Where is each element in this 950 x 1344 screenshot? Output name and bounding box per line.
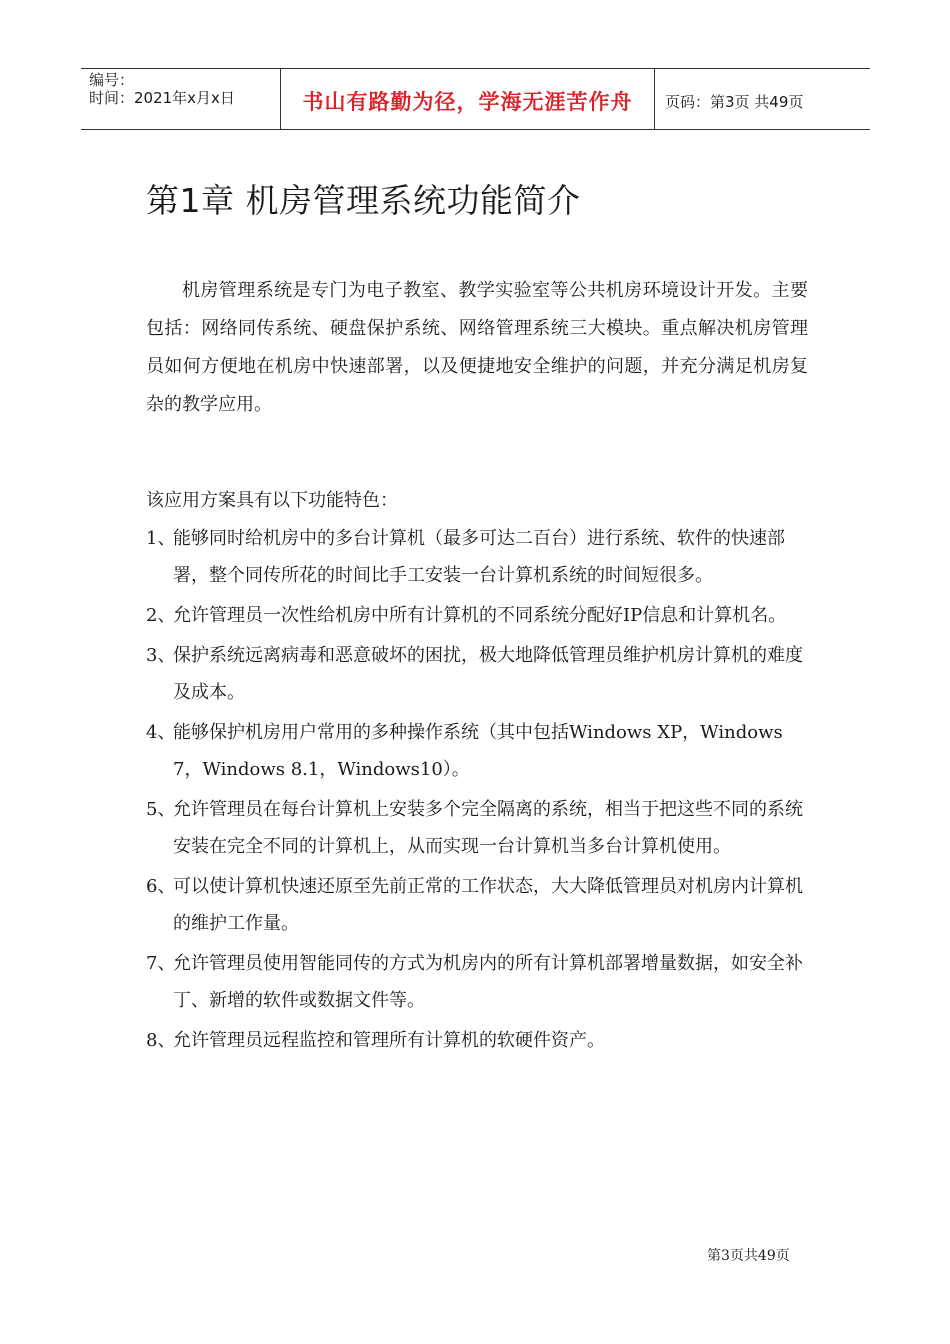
feature-item <box>146 868 810 942</box>
feature-number: 6、 <box>146 876 176 897</box>
feature-item <box>146 945 810 1019</box>
header-page-code: 页码：第3页 共49页 <box>665 92 804 111</box>
feature-text: 允许管理员一次性给机房中所有计算机的不同系统分配好IP信息和计算机名。 <box>173 605 787 626</box>
feature-text: 允许管理员使用智能同传的方式为机房内的所有计算机部署增量数据，如安全补丁、新增的软件或数据文件等。 <box>173 953 803 1011</box>
feature-text: 允许管理员远程监控和管理所有计算机的软硬件资产。 <box>173 1030 605 1051</box>
features-heading: 该应用方案具有以下功能特色： <box>146 490 398 511</box>
document-date: 时间：2021年x月x日 <box>89 89 235 107</box>
feature-text: 可以使计算机快速还原至先前正常的工作状态，大大降低管理员对机房内计算机的维护工作量。 <box>173 876 803 934</box>
feature-text: 允许管理员在每台计算机上安装多个完全隔离的系统，相当于把这些不同的系统安装在完全不同的计算机上，从而实现一台计算机当多台计算机使用。 <box>173 799 803 857</box>
feature-text: 保护系统远离病毒和恶意破坏的困扰，极大地降低管理员维护机房计算机的难度及成本。 <box>173 645 803 703</box>
feature-number: 5、 <box>146 799 176 820</box>
feature-number: 8、 <box>146 1030 176 1051</box>
feature-item <box>146 714 810 788</box>
feature-number: 2、 <box>146 605 176 626</box>
feature-number: 4、 <box>146 722 176 743</box>
feature-text: 能够同时给机房中的多台计算机（最多可达二百台）进行系统、软件的快速部署，整个同传所花的时间比手工安装一台计算机系统的时间短很多。 <box>173 528 785 586</box>
feature-number: 3、 <box>146 645 176 666</box>
feature-item <box>146 791 810 865</box>
intro-paragraph: 机房管理系统是专门为电子教室、教学实验室等公共机房环境设计开发。主要包括：网络同传系统、硬盘保护系统、网络管理系统三大模块。重点解决机房管理员如何方便地在机房中快速部署，以及便捷地安全维护的问题，并充分满足机房复杂的教学应用。 <box>146 280 808 415</box>
document-number-label: 编号： <box>89 71 135 89</box>
feature-number: 1、 <box>146 528 176 549</box>
header-motto: 书山有路勤为径，学海无涯苦作舟 <box>281 69 655 129</box>
feature-item <box>146 637 810 711</box>
feature-text: 能够保护机房用户常用的多种操作系统（其中包括Windows XP，Windows 7，Windows 8.1，Windows10）。 <box>173 722 783 780</box>
chapter-title: 第1章 机房管理系统功能简介 <box>146 181 581 220</box>
header-meta <box>81 69 281 129</box>
document-header <box>81 68 870 130</box>
feature-number: 7、 <box>146 953 176 974</box>
feature-item <box>146 597 810 634</box>
feature-item <box>146 520 810 594</box>
feature-item <box>146 1022 810 1059</box>
page-footer: 第3页共49页 <box>707 1248 790 1264</box>
features-list <box>146 520 810 1062</box>
